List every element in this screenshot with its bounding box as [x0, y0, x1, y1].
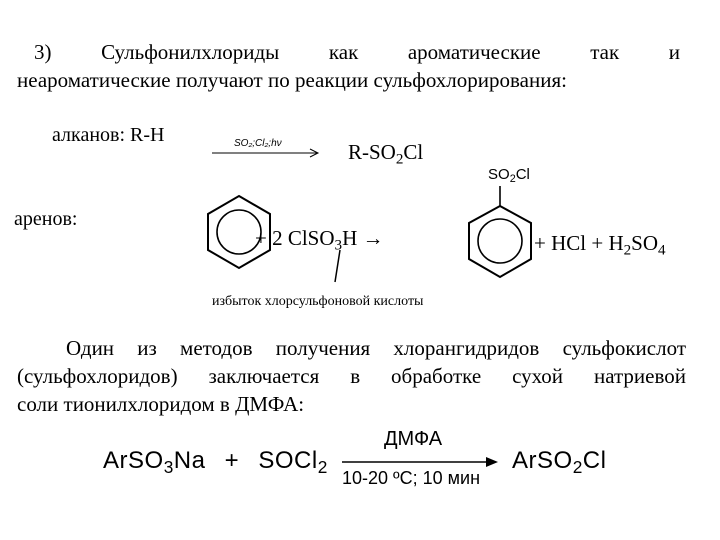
reagent-excess-note: избыток хлорсульфоновой кислоты — [212, 294, 424, 309]
alkanes-conditions: SO₂;Cl₂;hν — [234, 138, 282, 149]
intro-word: как — [328, 40, 359, 64]
product-group-label: $SO_2Cl$ — [488, 166, 530, 186]
arenes-arrow: → — [362, 226, 384, 250]
reaction2-conditions: 10-20 ºC; 10 мин — [342, 468, 481, 488]
reaction2-product: ArSO$_2$Cl — [512, 447, 607, 478]
intro-line2: неароматические получают по реакции сульфохлорирования: — [17, 68, 567, 92]
intro-word: так — [590, 40, 620, 64]
paragraph2-line1: Один из методов получения хлорангидридов сульфокислот — [66, 336, 686, 360]
item-number: 3) — [34, 40, 52, 64]
paragraph2-line3: соли тионилхлоридом в ДМФА: — [17, 392, 305, 416]
alkanes-label: алканов: R-H — [52, 124, 165, 146]
arenes-reagent: + 2 ClSO$_3$H → — [255, 226, 384, 254]
paragraph2-line2: (сульфохлоридов) заключается в обработке сухой натриевой — [17, 364, 686, 388]
intro-word: ароматические — [407, 40, 541, 64]
arenes-byproducts: + HCl + $H_2SO_4$ — [534, 231, 666, 259]
reaction2-solvent: ДМФА — [384, 428, 443, 450]
alkanes-product: $R-SO_2Cl$ — [348, 140, 424, 168]
reaction2-reactants: ArSO$_3$Na + SOCl$_2$ — [103, 447, 328, 478]
intro-word: Сульфонилхлориды — [101, 40, 280, 64]
arenes-label: аренов: — [14, 208, 78, 230]
intro-word: и — [668, 40, 680, 64]
